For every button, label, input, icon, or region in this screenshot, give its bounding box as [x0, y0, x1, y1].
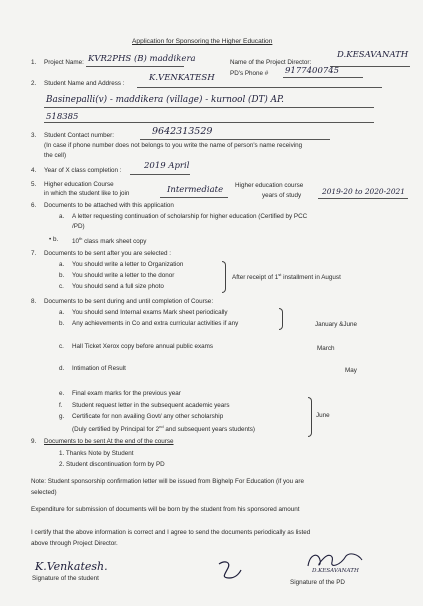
contact-label: Student Contact number:: [44, 132, 115, 139]
pd-phone-underline: [283, 77, 363, 78]
q7-item-c: You should send a full size photo: [72, 283, 164, 290]
q5-number: 5.: [31, 181, 37, 188]
q6-heading: Documents to be attached with this application: [44, 202, 174, 209]
student-name-underline: [137, 87, 382, 88]
project-director-underline: [330, 66, 410, 67]
project-name-value: KVR2PHS (B) maddikera: [88, 54, 196, 64]
q1-number: 1.: [31, 59, 37, 66]
contact-note-line1: (In case if phone number does not belongs to you write the name of person's name receiving: [44, 142, 303, 149]
course-label-1: Higher education Course: [44, 181, 114, 188]
project-name-underline: [86, 66, 184, 67]
years-label-1: Higher education course: [235, 182, 304, 189]
q2-number: 2.: [31, 80, 37, 87]
q8-d-marker: d.: [59, 365, 65, 372]
q7-item-b-marker: b.: [59, 272, 65, 279]
pd-signature-name: D.KESAVANATH: [312, 568, 359, 574]
q8-d: Intimation of Result: [72, 365, 126, 372]
pd-phone-label: PD's Phone #: [230, 70, 269, 77]
project-director-value: D.KESAVANATH: [337, 50, 409, 60]
address-line-1: Basinepalli(v) - maddikera (village) - kurnool (DT) AP.: [46, 95, 284, 105]
expenditure-note: Expenditure for submission of documents will be born by the student from his sponsored amount: [31, 506, 300, 513]
q9-heading: Documents to be sent At the end of the course: [44, 438, 174, 445]
q8-f-marker: f.: [59, 402, 63, 409]
q8-c: Hall Ticket Xerox copy before annual public exams: [72, 343, 214, 350]
address-underline-1: [44, 107, 374, 108]
student-signature-label: Signature of the student: [32, 575, 99, 582]
course-underline: [160, 197, 228, 198]
years-value: 2019-20 to 2020-2021: [322, 187, 405, 196]
q8-efg-when: June: [316, 412, 330, 419]
student-signature: K.Venkatesh.: [35, 560, 108, 573]
q8-b: Any achievements in Co and extra curricular activities if any: [72, 320, 239, 327]
q8-ab-when: January &June: [315, 321, 358, 328]
q8-c-marker: c.: [59, 343, 64, 350]
q8-b-marker: b.: [59, 320, 65, 327]
q8-efg-brace: [308, 397, 312, 437]
contact-underline: [140, 139, 330, 140]
q6-number: 6.: [31, 202, 37, 209]
q8-e-marker: e.: [59, 390, 65, 397]
q7-item-a-marker: a.: [59, 261, 65, 268]
q6-b-text: 10th class mark sheet copy: [72, 236, 147, 246]
q8-f: Student request letter in the subsequent academic years: [72, 402, 230, 409]
q9-item-1: 1. Thanks Note by Student: [59, 450, 134, 457]
q8-g: Certificate for non availing Govt/ any other scholarship: [72, 413, 224, 420]
note-line-2: selected): [31, 489, 57, 496]
q8-g-marker: g.: [59, 413, 65, 420]
address-underline-2: [44, 122, 374, 123]
q7-heading: Documents to be sent after you are selected :: [44, 250, 172, 257]
form-title: Application for Sponsoring the Higher Education: [132, 38, 273, 45]
contact-note-line2: the cell): [44, 152, 67, 159]
project-director-label: Name of the Project Director:: [230, 59, 312, 66]
years-label-2: years of study: [262, 192, 302, 199]
q4-number: 4.: [31, 167, 37, 174]
q8-ab-brace: [279, 308, 283, 330]
q7-note: After receipt of 1st installment in August: [232, 272, 341, 282]
q7-item-b: You should write a letter to the donor: [72, 272, 175, 279]
q8-c-when: March: [317, 345, 335, 352]
course-label-2: in which the student like to join: [44, 190, 130, 197]
contact-value: 9642313529: [152, 126, 213, 137]
x-completion-underline: [130, 174, 190, 175]
x-completion-label: Year of X class completion :: [44, 167, 122, 174]
q6-a-marker: a.: [59, 213, 65, 220]
q9-item-2: 2. Student discontinuation form by PD: [59, 461, 165, 468]
q6-a-line2: /PD): [72, 223, 85, 230]
certify-line-1: I certify that the above information is correct and I agree to send the documents periodically as listed: [31, 529, 311, 536]
q8-a-marker: a.: [59, 309, 65, 316]
q7-item-c-marker: c.: [59, 283, 64, 290]
pd-signature-label: Signature of the PD: [290, 579, 345, 586]
address-line-2: 518385: [46, 112, 79, 122]
q6-b-marker: • b.: [49, 236, 59, 243]
q9-number: 9.: [31, 438, 37, 445]
q7-number: 7.: [31, 250, 37, 257]
project-name-label: Project Name:: [44, 59, 84, 66]
q8-a: You should send Internal exams Mark sheet periodically: [72, 309, 228, 316]
q8-number: 8.: [31, 298, 37, 305]
student-name-label: Student Name and Address :: [44, 80, 125, 87]
scribble-mark: [215, 558, 245, 584]
certify-line-2: above through Project Director.: [31, 540, 118, 547]
q3-number: 3.: [31, 132, 37, 139]
q8-heading: Documents to be sent during and until completion of Course:: [44, 298, 214, 305]
course-value: Intermediate: [167, 185, 224, 195]
q7-item-a: You should write a letter to Organization: [72, 261, 184, 268]
note-line-1: Note: Student sponsorship confirmation letter will be issued from Bighelp For Education (if you are: [31, 478, 305, 485]
student-name-value: K.VENKATESH: [149, 73, 215, 83]
years-underline: [318, 198, 408, 199]
q8-d-when: May: [345, 367, 357, 374]
pd-phone-value: 9177400745: [285, 66, 340, 76]
q6-a-line1: A letter requesting continuation of scholarship for higher education (Certified by PCC: [72, 213, 308, 220]
q8-g2: (Duly certified by Principal for 2nd and subsequent years students): [72, 424, 255, 434]
q7-brace: [222, 261, 226, 293]
q8-e: Final exam marks for the previous year: [72, 390, 181, 397]
x-completion-value: 2019 April: [144, 161, 190, 171]
